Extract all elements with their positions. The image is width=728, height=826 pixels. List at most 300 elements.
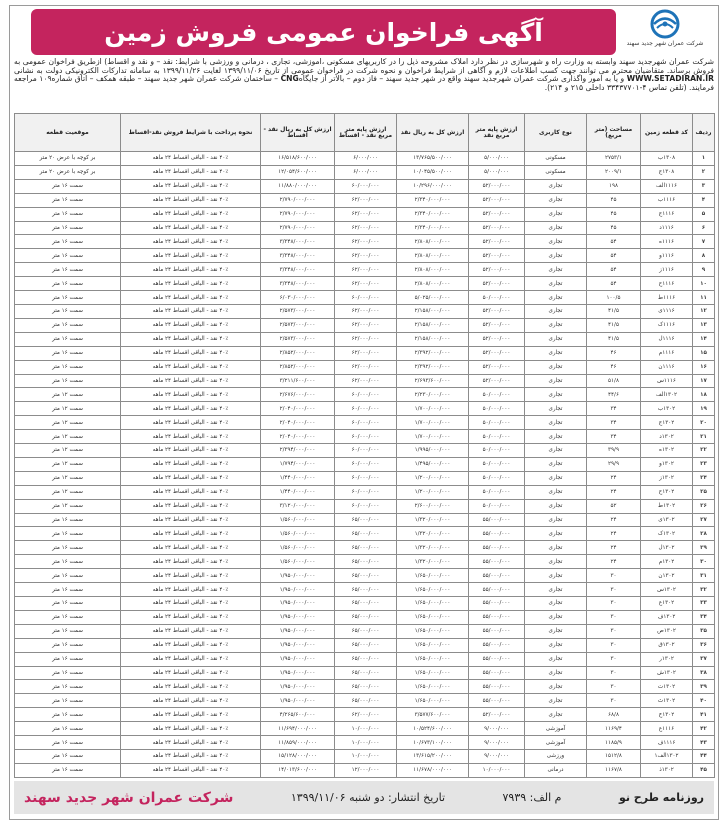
cell-area: ۱۹۸ [587,179,641,193]
cell-parcel-code: ۱۱۱۶ل [641,332,693,346]
cell-total-cash: ۲/۳۴۰/۰۰۰/۰۰۰ [397,207,469,221]
table-row [15,430,715,444]
cell-parcel-code: ۱۱۱۶ن [641,360,693,374]
intro-text-1: شرکت عمران شهرجدید سهند وابسته به وزارت راه و شهرسازی در نظر دارد املاک مشروحه ذیل را در کاربریهای مسکونی ،آموزشی، تجاری ، درمانی و ورزشی با شرایط: نقد – و نقد و اقساط) ازطریق فراخوان عمومی به فروش برساند. متقاضیان محترم می توانند جهت کسب اطلاعات لازم و آگاهی از شرایط فراخوان و نحوه شرکت در فراخوان عمومی از تاریخ ۱۳۹۹/۱۱/۰۶ لغایت ۱۳۹۹/۱۱/۲۶ به سامانه تدارکات الکترونیکی دولت به نشانی [14,58,714,75]
cell-total-installment: ۱۱/۸۵۹/۰۰۰/۰۰۰ [261,736,335,750]
cell-usage: تجاری [525,332,587,346]
cell-total-cash: ۱/۳۲۰/۰۰۰/۰۰۰ [397,541,469,555]
cell-base-price-installment: ۱۰/۰۰۰/۰۰۰ [335,722,397,736]
cell-row-number: ۴۵ [693,763,715,777]
table-row [15,749,715,763]
cell-total-installment: ۱۱/۶۹۴/۰۰۰/۰۰۰ [261,722,335,736]
cell-area: ۲۷۵۳/۱ [587,152,641,166]
cell-row-number: ۱۷ [693,374,715,388]
cell-total-cash: ۱۰/۵۲۴/۶۰۰/۰۰۰ [397,722,469,736]
cell-usage: درمانی [525,763,587,777]
cell-total-cash: ۵/۰۲۵/۰۰۰/۰۰۰ [397,291,469,305]
cell-usage: تجاری [525,485,587,499]
cell-payment-terms: ۴۰٪ نقد - الباقی اقساط ۲۴ ماهه [121,694,261,708]
cell-parcel-code: ۱۳۰۲و [641,457,693,471]
cell-base-price-cash: ۵۲/۰۰۰/۰۰۰ [469,360,525,374]
cell-base-price-cash: ۵۰/۰۰۰/۰۰۰ [469,471,525,485]
cell-area: ۴۵ [587,221,641,235]
cell-area: ۲۴ [587,485,641,499]
cell-area: ۲۴ [587,555,641,569]
cell-total-cash: ۲/۶۹۳/۶۰۰/۰۰۰ [397,374,469,388]
cell-payment-terms: ۴۰٪ نقد - الباقی اقساط ۲۴ ماهه [121,527,261,541]
cell-usage: تجاری [525,569,587,583]
cell-payment-terms: ۴۰٪ نقد - الباقی اقساط ۲۴ ماهه [121,416,261,430]
cell-parcel-code: ۱۱۱۶و [641,249,693,263]
cell-base-price-cash: ۵۵/۰۰۰/۰۰۰ [469,610,525,624]
cell-payment-terms: ۴۰٪ نقد - الباقی اقساط ۲۴ ماهه [121,499,261,513]
cell-payment-terms: ۴۰٪ نقد - الباقی اقساط ۲۴ ماهه [121,555,261,569]
cell-base-price-cash: ۵۰/۰۰۰/۰۰۰ [469,499,525,513]
cell-usage: تجاری [525,193,587,207]
cell-row-number: ۲۳ [693,457,715,471]
announcement-text [14,58,714,110]
cell-total-installment: ۲/۶۷۶/۰۰۰/۰۰۰ [261,388,335,402]
cell-area: ۴۶ [587,346,641,360]
cell-base-price-installment: ۶۵/۰۰۰/۰۰۰ [335,610,397,624]
footer-bar [14,781,714,814]
cell-usage: تجاری [525,652,587,666]
cell-total-installment: ۲/۵۷۳/۰۰۰/۰۰۰ [261,318,335,332]
cell-total-cash: ۱/۶۵۰/۰۰۰/۰۰۰ [397,638,469,652]
table-row [15,304,715,318]
cell-usage: مسکونی [525,152,587,166]
cell-usage: تجاری [525,360,587,374]
cell-total-cash: ۱/۷۰۰/۰۰۰/۰۰۰ [397,430,469,444]
cell-base-price-installment: ۶۲/۰۰۰/۰۰۰ [335,221,397,235]
cell-row-number: ۲۶ [693,499,715,513]
table-row [15,485,715,499]
cell-payment-terms: ۴۰٪ نقد - الباقی اقساط ۲۴ ماهه [121,304,261,318]
cell-parcel-code: ۱۳۰۲ر [641,652,693,666]
cell-location: سمت ۱۶ متر [15,527,121,541]
cell-payment-terms: ۴۰٪ نقد - الباقی اقساط ۲۴ ماهه [121,388,261,402]
cell-total-cash: ۱۳/۷۶۵/۵۰۰/۰۰۰ [397,152,469,166]
cell-total-cash: ۱/۹۹۵/۰۰۰/۰۰۰ [397,444,469,458]
table-row [15,165,715,179]
cell-payment-terms: ۴۰٪ نقد - الباقی اقساط ۲۴ ماهه [121,193,261,207]
cell-total-cash: ۱/۴۹۵/۰۰۰/۰۰۰ [397,457,469,471]
cell-total-installment: ۱۱/۸۸۰/۰۰۰/۰۰۰ [261,179,335,193]
cell-total-installment: ۱/۹۵۰/۰۰۰/۰۰۰ [261,638,335,652]
cell-row-number: ۴۴ [693,749,715,763]
cell-usage: تجاری [525,555,587,569]
cell-base-price-installment: ۱۲/۰۰۰/۰۰۰ [335,763,397,777]
cell-location: سمت ۱۲ متر [15,485,121,499]
cell-base-price-cash: ۵۲/۰۰۰/۰۰۰ [469,179,525,193]
cell-area: ۲۴ [587,471,641,485]
cell-payment-terms: ۴۰٪ نقد - الباقی اقساط ۲۴ ماهه [121,624,261,638]
cell-row-number: ۱ [693,152,715,166]
cell-base-price-installment: ۶/۰۰۰/۰۰۰ [335,152,397,166]
cell-total-installment: ۱/۹۵۰/۰۰۰/۰۰۰ [261,694,335,708]
cell-total-cash: ۱/۶۵۰/۰۰۰/۰۰۰ [397,583,469,597]
cell-usage: تجاری [525,346,587,360]
cell-total-cash: ۱۱/۶۷۸/۰۰۰/۰۰۰ [397,763,469,777]
cell-payment-terms: ۴۰٪ نقد - الباقی اقساط ۲۴ ماهه [121,722,261,736]
cell-location: سمت ۱۶ متر [15,666,121,680]
cell-total-installment: ۱۶/۵۱۸/۶۰۰/۰۰۰ [261,152,335,166]
cell-payment-terms: ۴۰٪ نقد - الباقی اقساط ۲۴ ماهه [121,471,261,485]
cell-location: سمت ۱۶ متر [15,694,121,708]
cell-base-price-installment: ۶۵/۰۰۰/۰۰۰ [335,666,397,680]
cell-base-price-installment: ۶۲/۰۰۰/۰۰۰ [335,304,397,318]
cell-location: سمت ۱۶ متر [15,541,121,555]
intro-text-2: و یا به امور واگذاری شرکت عمران شهرجدید سهند واقع در شهر جدید سهند – فاز دوم – بالاتر از جایگاه [298,74,627,84]
table-row [15,624,715,638]
cell-payment-terms: ۴۰٪ نقد - الباقی اقساط ۲۴ ماهه [121,402,261,416]
cell-location: سمت ۱۶ متر [15,763,121,777]
cell-base-price-installment: ۶۲/۰۰۰/۰۰۰ [335,235,397,249]
cell-location: سمت ۱۶ متر [15,597,121,611]
cell-total-cash: ۲/۸۰۸/۰۰۰/۰۰۰ [397,235,469,249]
cell-parcel-code: ۱۱۱۶س [641,374,693,388]
cell-parcel-code: ۱۳۰۲ب [641,402,693,416]
cell-area: ۳۴ [587,430,641,444]
newspaper-name: روزنامه طرح نو [618,791,704,804]
cell-usage: تجاری [525,402,587,416]
cell-usage: تجاری [525,513,587,527]
table-row [15,694,715,708]
cell-row-number: ۱۸ [693,388,715,402]
cell-parcel-code: ۱۱۱۶ف [641,736,693,750]
cell-area: ۶۸/۸ [587,708,641,722]
table-row [15,541,715,555]
cell-total-installment: ۱/۹۵۰/۰۰۰/۰۰۰ [261,680,335,694]
cell-total-cash: ۱/۶۵۰/۰۰۰/۰۰۰ [397,694,469,708]
cell-payment-terms: ۴۰٪ نقد - الباقی اقساط ۲۴ ماهه [121,249,261,263]
cell-parcel-code: ۱۳۰۲ص [641,624,693,638]
table-row [15,680,715,694]
cell-base-price-installment: ۶/۰۰۰/۰۰۰ [335,165,397,179]
cell-total-cash: ۱/۲۰۰/۰۰۰/۰۰۰ [397,471,469,485]
cell-usage: مسکونی [525,165,587,179]
cell-usage: تجاری [525,444,587,458]
cell-parcel-code: ۱۱۱۶الف [641,179,693,193]
cell-area: ۴۱/۵ [587,304,641,318]
cell-usage: تجاری [525,430,587,444]
cell-base-price-installment: ۶۵/۰۰۰/۰۰۰ [335,527,397,541]
cell-payment-terms: ۴۰٪ نقد - الباقی اقساط ۲۴ ماهه [121,235,261,249]
cell-total-installment: ۲/۰۴۰/۰۰۰/۰۰۰ [261,430,335,444]
cell-total-cash: ۱/۳۲۰/۰۰۰/۰۰۰ [397,527,469,541]
cell-parcel-code: ۱۳۰۲ک [641,527,693,541]
table-row [15,249,715,263]
cell-total-installment: ۱۲/۰۵۴/۶۰۰/۰۰۰ [261,165,335,179]
cell-area: ۳۰ [587,569,641,583]
cell-location: سمت ۱۶ متر [15,207,121,221]
cell-parcel-code: ۱۳۰۲ج [641,416,693,430]
cell-parcel-code: ۱۱۱۶ح [641,277,693,291]
table-row [15,471,715,485]
header-total-cash: ارزش کل به ریال نقد [397,114,469,152]
cell-base-price-cash: ۵۵/۰۰۰/۰۰۰ [469,680,525,694]
cell-parcel-code: ۱۳۰۸ج [641,165,693,179]
cell-payment-terms: ۴۰٪ نقد - الباقی اقساط ۲۴ ماهه [121,360,261,374]
cell-payment-terms: ۴۰٪ نقد - الباقی اقساط ۲۴ ماهه [121,221,261,235]
cell-area: ۵۴ [587,249,641,263]
cell-usage: تجاری [525,388,587,402]
table-row [15,332,715,346]
cell-base-price-cash: ۵۵/۰۰۰/۰۰۰ [469,513,525,527]
cell-total-installment: ۱/۴۴۰/۰۰۰/۰۰۰ [261,471,335,485]
cell-base-price-installment: ۶۲/۰۰۰/۰۰۰ [335,193,397,207]
cell-base-price-cash: ۵۵/۰۰۰/۰۰۰ [469,583,525,597]
cell-usage: تجاری [525,207,587,221]
cell-total-installment: ۱/۵۶۰/۰۰۰/۰۰۰ [261,513,335,527]
table-row [15,638,715,652]
cell-usage: تجاری [525,610,587,624]
cell-payment-terms: ۴۰٪ نقد - الباقی اقساط ۲۴ ماهه [121,736,261,750]
cell-base-price-installment: ۶۲/۰۰۰/۰۰۰ [335,277,397,291]
cell-total-cash: ۱۳/۶۱۵/۲۰۰/۰۰۰ [397,749,469,763]
cell-base-price-installment: ۶۲/۰۰۰/۰۰۰ [335,374,397,388]
cell-base-price-cash: ۵۵/۰۰۰/۰۰۰ [469,555,525,569]
cell-total-installment: ۱/۵۶۰/۰۰۰/۰۰۰ [261,555,335,569]
header-row-number: ردیف [693,114,715,152]
cell-row-number: ۲۷ [693,513,715,527]
cell-location: سمت ۱۶ متر [15,263,121,277]
cell-base-price-installment: ۶۵/۰۰۰/۰۰۰ [335,541,397,555]
cell-base-price-installment: ۶۰/۰۰۰/۰۰۰ [335,179,397,193]
table-row [15,193,715,207]
cell-base-price-installment: ۶۰/۰۰۰/۰۰۰ [335,402,397,416]
cell-total-installment: ۱/۹۵۰/۰۰۰/۰۰۰ [261,624,335,638]
cell-total-cash: ۲/۱۵۸/۰۰۰/۰۰۰ [397,332,469,346]
table-row [15,457,715,471]
cell-payment-terms: ۴۰٪ نقد - الباقی اقساط ۲۴ ماهه [121,457,261,471]
cell-base-price-installment: ۶۵/۰۰۰/۰۰۰ [335,624,397,638]
cell-row-number: ۳ [693,179,715,193]
cell-total-cash: ۱/۶۵۰/۰۰۰/۰۰۰ [397,652,469,666]
cell-total-installment: ۲/۷۹۰/۰۰۰/۰۰۰ [261,193,335,207]
cell-parcel-code: ۱۳۰۲ز [641,471,693,485]
table-row [15,666,715,680]
table-row [15,360,715,374]
table-row [15,374,715,388]
cell-base-price-cash: ۵۲/۰۰۰/۰۰۰ [469,207,525,221]
cell-row-number: ۱۹ [693,402,715,416]
cell-area: ۱۱۶۷/۸ [587,763,641,777]
table-row [15,207,715,221]
cell-base-price-cash: ۹/۰۰۰/۰۰۰ [469,722,525,736]
cell-parcel-code: ۱۳۰۲د [641,430,693,444]
cell-usage: تجاری [525,638,587,652]
cell-base-price-installment: ۶۲/۰۰۰/۰۰۰ [335,708,397,722]
cell-parcel-code: ۱۳۰۲ف [641,610,693,624]
cell-row-number: ۴۲ [693,722,715,736]
header-area: مساحت (متر مربع) [587,114,641,152]
cell-base-price-installment: ۶۲/۰۰۰/۰۰۰ [335,207,397,221]
cell-base-price-cash: ۵۵/۰۰۰/۰۰۰ [469,569,525,583]
cell-usage: تجاری [525,680,587,694]
cell-payment-terms: ۴۰٪ نقد - الباقی اقساط ۲۴ ماهه [121,708,261,722]
cell-usage: تجاری [525,235,587,249]
cell-location: سمت ۱۶ متر [15,749,121,763]
cell-total-installment: ۲/۳۹۴/۰۰۰/۰۰۰ [261,444,335,458]
cell-area: ۳۰ [587,638,641,652]
cell-base-price-installment: ۶۲/۰۰۰/۰۰۰ [335,249,397,263]
cell-total-installment: ۱/۹۵۰/۰۰۰/۰۰۰ [261,610,335,624]
cell-base-price-cash: ۵۰/۰۰۰/۰۰۰ [469,388,525,402]
cell-usage: تجاری [525,666,587,680]
cell-area: ۲۴ [587,513,641,527]
cell-usage: تجاری [525,499,587,513]
cell-area: ۵۴ [587,277,641,291]
cell-row-number: ۲۹ [693,541,715,555]
cell-usage: تجاری [525,471,587,485]
cell-usage: تجاری [525,179,587,193]
header-parcel-code: کد قطعه زمین [641,114,693,152]
cell-base-price-cash: ۵۰/۰۰۰/۰۰۰ [469,444,525,458]
cell-area: ۲۴ [587,541,641,555]
cell-usage: تجاری [525,249,587,263]
cell-location: سمت ۱۶ متر [15,680,121,694]
cell-base-price-installment: ۶۵/۰۰۰/۰۰۰ [335,513,397,527]
cell-location: سمت ۱۶ متر [15,235,121,249]
cell-payment-terms: ۴۰٪ نقد - الباقی اقساط ۲۴ ماهه [121,263,261,277]
cell-payment-terms: ۴۰٪ نقد - الباقی اقساط ۲۴ ماهه [121,652,261,666]
cell-area: ۴۱/۵ [587,318,641,332]
cell-base-price-installment: ۶۰/۰۰۰/۰۰۰ [335,499,397,513]
cell-parcel-code: ۱۳۰۲الف [641,388,693,402]
cell-base-price-cash: ۵۰/۰۰۰/۰۰۰ [469,402,525,416]
cell-location: بر کوچه با عرض ۲۰ متر [15,165,121,179]
cell-payment-terms: ۴۰٪ نقد - الباقی اقساط ۲۴ ماهه [121,332,261,346]
cell-total-installment: ۴/۲۶۵/۶۰۰/۰۰۰ [261,708,335,722]
cell-parcel-code: ۱۱۱۶ک [641,318,693,332]
cell-total-installment: ۱/۹۵۰/۰۰۰/۰۰۰ [261,569,335,583]
cell-total-installment: ۳/۳۴۸/۰۰۰/۰۰۰ [261,249,335,263]
cell-payment-terms: ۴۰٪ نقد - الباقی اقساط ۲۴ ماهه [121,749,261,763]
cell-area: ۲۹/۹ [587,457,641,471]
cell-total-installment: ۳/۲۱۱/۶۰۰/۰۰۰ [261,374,335,388]
cell-base-price-cash: ۵۵/۰۰۰/۰۰۰ [469,624,525,638]
cell-area: ۵۲ [587,499,641,513]
table-row [15,291,715,305]
cell-location: سمت ۱۶ متر [15,610,121,624]
cell-area: ۲۰۰۹/۱ [587,165,641,179]
cell-base-price-cash: ۵/۰۰۰/۰۰۰ [469,152,525,166]
cell-total-cash: ۱/۷۰۰/۰۰۰/۰۰۰ [397,402,469,416]
cell-total-installment: ۱/۴۴۰/۰۰۰/۰۰۰ [261,485,335,499]
cell-location: سمت ۱۶ متر [15,708,121,722]
cell-location: سمت ۱۶ متر [15,374,121,388]
cell-location: سمت ۱۶ متر [15,513,121,527]
cell-base-price-cash: ۵۲/۰۰۰/۰۰۰ [469,263,525,277]
cell-parcel-code: ۱۳۰۲ه [641,444,693,458]
cell-total-installment: ۳/۱۲۰/۰۰۰/۰۰۰ [261,499,335,513]
table-row [15,652,715,666]
cell-area: ۴۵ [587,207,641,221]
table-row [15,722,715,736]
table-row [15,235,715,249]
cell-parcel-code: ۱۳۰۲ط [641,499,693,513]
cell-parcel-code: ۱۳۰۲ی [641,513,693,527]
page-title: آگهی فراخوان عمومی فروش زمین [104,17,543,47]
cell-row-number: ۲۲ [693,444,715,458]
cell-payment-terms: ۴۰٪ نقد - الباقی اقساط ۲۴ ماهه [121,152,261,166]
cell-total-installment: ۲/۵۷۳/۰۰۰/۰۰۰ [261,304,335,318]
cell-row-number: ۳۶ [693,638,715,652]
table-row [15,179,715,193]
cell-parcel-code: ۱۳۰۲س [641,583,693,597]
cell-base-price-cash: ۵۲/۰۰۰/۰۰۰ [469,221,525,235]
cell-location: سمت ۱۶ متر [15,291,121,305]
cell-payment-terms: ۴۰٪ نقد - الباقی اقساط ۲۴ ماهه [121,165,261,179]
cell-row-number: ۴۱ [693,708,715,722]
table-row [15,583,715,597]
cell-base-price-installment: ۶۲/۰۰۰/۰۰۰ [335,360,397,374]
cell-row-number: ۹ [693,263,715,277]
cell-total-installment: ۲/۸۵۲/۰۰۰/۰۰۰ [261,360,335,374]
cell-payment-terms: ۴۰٪ نقد - الباقی اقساط ۲۴ ماهه [121,583,261,597]
cell-base-price-cash: ۵۵/۰۰۰/۰۰۰ [469,694,525,708]
cell-location: سمت ۱۲ متر [15,402,121,416]
cell-row-number: ۳۸ [693,666,715,680]
cell-parcel-code: ۱۱۱۶ع [641,722,693,736]
cell-payment-terms: ۴۰٪ نقد - الباقی اقساط ۲۴ ماهه [121,513,261,527]
cell-total-cash: ۲/۱۵۸/۰۰۰/۰۰۰ [397,318,469,332]
cell-total-installment: ۱/۹۵۰/۰۰۰/۰۰۰ [261,652,335,666]
cell-location: سمت ۱۶ متر [15,332,121,346]
cell-row-number: ۸ [693,249,715,263]
cell-row-number: ۴ [693,193,715,207]
website-link[interactable]: WWW.SETADIRAN.IR [626,74,714,84]
cng-label: CNG [280,74,299,84]
cell-base-price-cash: ۵۰/۰۰۰/۰۰۰ [469,291,525,305]
cell-payment-terms: ۴۰٪ نقد - الباقی اقساط ۲۴ ماهه [121,207,261,221]
cell-total-cash: ۲/۸۰۸/۰۰۰/۰۰۰ [397,277,469,291]
table-row [15,263,715,277]
cell-total-installment: ۱/۹۵۰/۰۰۰/۰۰۰ [261,597,335,611]
cell-area: ۳۰ [587,652,641,666]
cell-total-cash: ۲/۳۹۲/۰۰۰/۰۰۰ [397,360,469,374]
header-location: موقعیت قطعه [15,114,121,152]
cell-base-price-installment: ۶۲/۰۰۰/۰۰۰ [335,346,397,360]
cell-base-price-installment: ۶۲/۰۰۰/۰۰۰ [335,263,397,277]
cell-base-price-installment: ۶۵/۰۰۰/۰۰۰ [335,555,397,569]
cell-area: ۳۰ [587,680,641,694]
cell-row-number: ۵ [693,207,715,221]
cell-total-cash: ۱/۶۵۰/۰۰۰/۰۰۰ [397,610,469,624]
cell-total-cash: ۲/۲۳۰/۰۰۰/۰۰۰ [397,388,469,402]
table-row [15,152,715,166]
cell-total-installment: ۳/۳۴۸/۰۰۰/۰۰۰ [261,277,335,291]
cell-usage: تجاری [525,694,587,708]
cell-payment-terms: ۴۰٪ نقد - الباقی اقساط ۲۴ ماهه [121,444,261,458]
cell-parcel-code: ۱۱۱۶م [641,346,693,360]
cell-area: ۱۵۱۲/۸ [587,749,641,763]
cell-parcel-code: ۱۱۱۶ب [641,193,693,207]
cell-area: ۳۰ [587,597,641,611]
cell-row-number: ۳۷ [693,652,715,666]
cell-area: ۱۰۰/۵ [587,291,641,305]
cell-total-cash: ۲/۸۰۸/۰۰۰/۰۰۰ [397,249,469,263]
cell-payment-terms: ۴۰٪ نقد - الباقی اقساط ۲۴ ماهه [121,430,261,444]
cell-location: سمت ۱۶ متر [15,722,121,736]
table-row [15,527,715,541]
cell-row-number: ۲ [693,165,715,179]
cell-usage: تجاری [525,263,587,277]
cell-base-price-cash: ۵۰/۰۰۰/۰۰۰ [469,457,525,471]
cell-usage: آموزشی [525,736,587,750]
cell-payment-terms: ۴۰٪ نقد - الباقی اقساط ۲۴ ماهه [121,666,261,680]
